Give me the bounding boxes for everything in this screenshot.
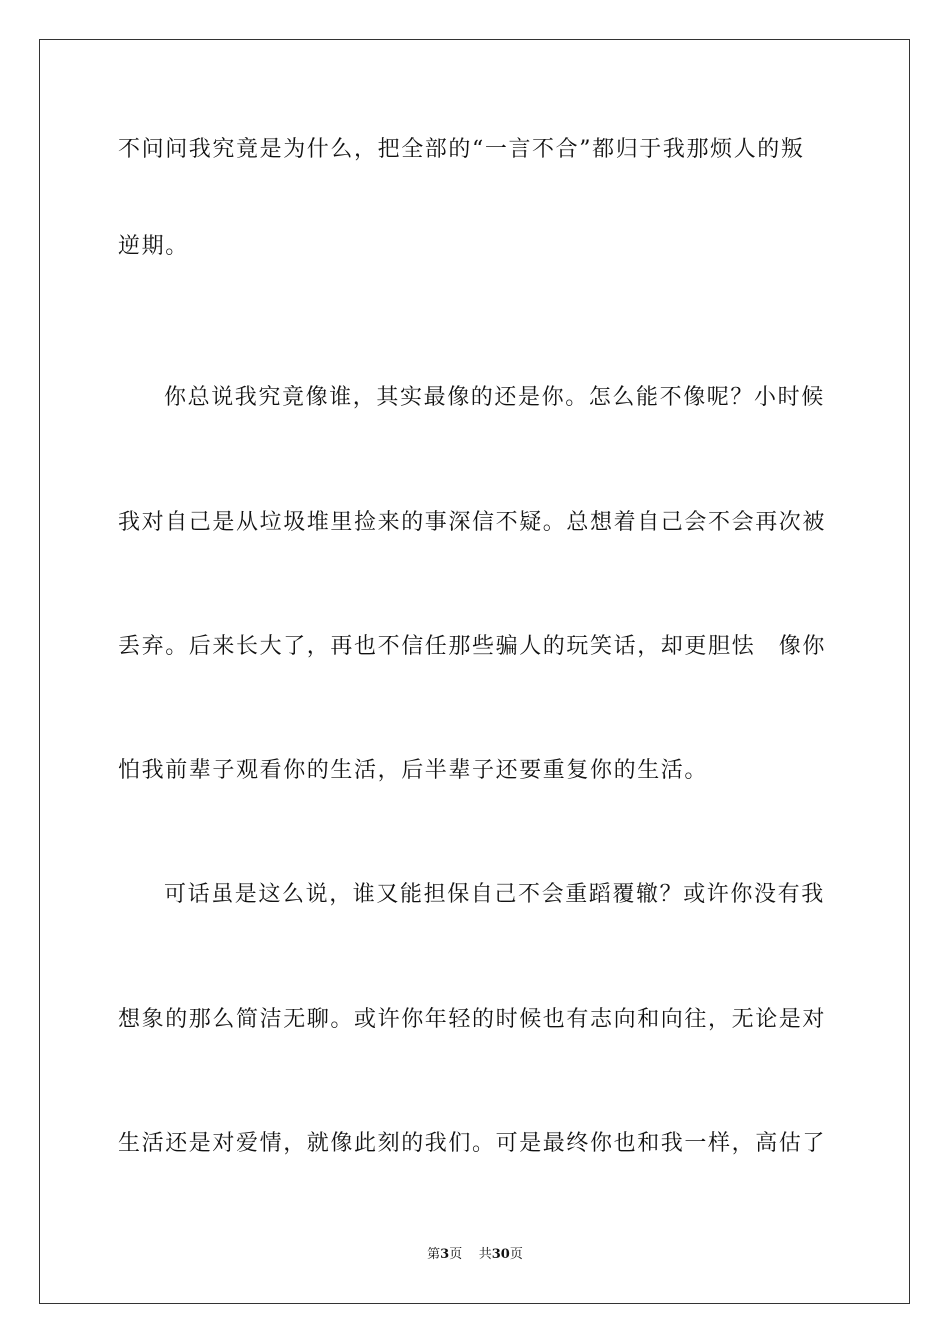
text-line: 想象的那么简洁无聊。或许你年轻的时候也有志向和向往，无论是对 <box>118 1007 827 1032</box>
page-number: 3 <box>440 1247 450 1262</box>
paragraph-first-line: 可话虽是这么说，谁又能担保自己不会重蹈覆辙？或许你没有我 <box>164 882 825 907</box>
page-prefix: 第 <box>427 1247 441 1262</box>
text-line: 不问问我究竟是为什么，把全部的“一言不合”都归于我那烦人的叛 <box>118 137 805 162</box>
total-pages: 30 <box>491 1247 510 1262</box>
text-line: 丢弃。后来长大了，再也不信任那些骗人的玩笑话，却更胆怯 像你 <box>118 634 827 659</box>
total-prefix: 共 <box>478 1247 492 1262</box>
text-line: 生活还是对爱情，就像此刻的我们。可是最终你也和我一样，高估了 <box>118 1131 827 1156</box>
text-line: 我对自己是从垃圾堆里捡来的事深信不疑。总想着自己会不会再次被 <box>118 510 827 535</box>
text-line: 怕我前辈子观看你的生活，后半辈子还要重复你的生活。 <box>118 758 709 783</box>
total-suffix: 页 <box>509 1247 523 1262</box>
page-suffix: 页 <box>449 1247 463 1262</box>
page-footer <box>0 1246 950 1264</box>
paragraph-first-line: 你总说我究竟像谁，其实最像的还是你。怎么能不像呢？小时候 <box>164 385 825 410</box>
text-line: 逆期。 <box>118 234 189 259</box>
page-border <box>39 39 910 1304</box>
